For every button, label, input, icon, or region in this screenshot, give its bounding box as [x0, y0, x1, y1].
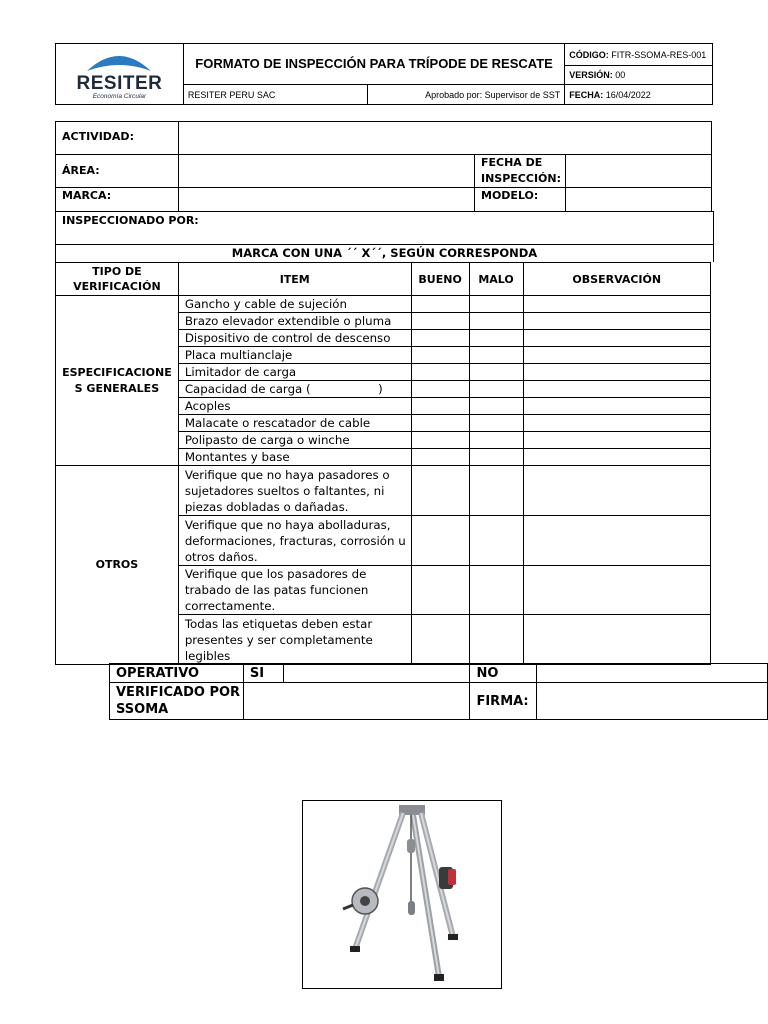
- item-label: Verifique que no haya abolladuras, deformaciones, fracturas, corrosión u otros daños.: [178, 516, 411, 566]
- item-label: Verifique que los pasadores de trabado de las patas funcionen correctamente.: [178, 566, 411, 615]
- inspected-by-label: INSPECCIONADO POR:: [62, 214, 199, 227]
- brand-field[interactable]: [179, 189, 474, 211]
- document-header: [55, 43, 713, 105]
- group-otros: OTROS: [56, 466, 179, 665]
- model-field[interactable]: [566, 189, 711, 211]
- date-cell: [565, 85, 713, 105]
- item-label: Placa multianclaje: [178, 347, 411, 364]
- logo-word: RESITER: [76, 73, 163, 94]
- inspection-date-field[interactable]: [566, 155, 711, 187]
- company-logo: [56, 44, 184, 105]
- malo-cell[interactable]: [469, 364, 523, 381]
- observacion-cell[interactable]: [523, 432, 711, 449]
- malo-cell[interactable]: [469, 381, 523, 398]
- observacion-cell[interactable]: [523, 313, 711, 330]
- logo-arc-icon: [79, 47, 159, 73]
- observacion-cell[interactable]: [523, 347, 711, 364]
- item-label: Todas las etiquetas deben estar presentes y ser completamente legibles: [178, 615, 411, 665]
- checklist-table: [55, 262, 711, 665]
- code-value: FITR-SSOMA-RES-001: [611, 49, 707, 60]
- no-label: NO: [470, 664, 537, 683]
- malo-cell[interactable]: [469, 566, 523, 615]
- table-row: [56, 466, 711, 516]
- document-title: FORMATO DE INSPECCIÓN PARA TRÍPODE DE RESCATE: [183, 44, 564, 85]
- item-label: Montantes y base: [178, 449, 411, 466]
- observacion-cell[interactable]: [523, 330, 711, 347]
- item-label: Acoples: [178, 398, 411, 415]
- area-field[interactable]: [179, 155, 474, 187]
- item-label: Verifique que no haya pasadores o sujetadores sueltos o faltantes, ni piezas dobladas o dañadas.: [178, 466, 411, 516]
- date-value: 16/04/2022: [605, 89, 651, 100]
- observacion-cell[interactable]: [523, 466, 711, 516]
- observacion-cell[interactable]: [523, 516, 711, 566]
- observacion-cell[interactable]: [523, 615, 711, 665]
- model-label: MODELO:: [481, 189, 539, 202]
- malo-cell[interactable]: [469, 296, 523, 313]
- observacion-cell[interactable]: [523, 381, 711, 398]
- date-label: FECHA:: [569, 89, 604, 100]
- item-label: Malacate o rescatador de cable: [178, 415, 411, 432]
- malo-cell[interactable]: [469, 516, 523, 566]
- bueno-cell[interactable]: [411, 364, 469, 381]
- malo-cell[interactable]: [469, 398, 523, 415]
- logo-tagline: Economía Circular: [92, 93, 147, 100]
- verificado-label: VERIFICADO POR SSOMA: [110, 683, 244, 720]
- item-label: Dispositivo de control de descenso: [178, 330, 411, 347]
- bueno-cell[interactable]: [411, 415, 469, 432]
- tripod-photo: [302, 800, 502, 989]
- code-cell: [565, 44, 713, 66]
- area-label: ÁREA:: [62, 164, 100, 177]
- col-item: ITEM: [178, 263, 411, 296]
- bueno-cell[interactable]: [411, 466, 469, 516]
- instruction-banner: MARCA CON UNA ´´ X´´, SEGÚN CORRESPONDA: [55, 245, 714, 262]
- column-headers: [56, 263, 711, 296]
- col-malo: MALO: [469, 263, 523, 296]
- observacion-cell[interactable]: [523, 566, 711, 615]
- col-observacion: OBSERVACIÓN: [523, 263, 711, 296]
- bueno-cell[interactable]: [411, 330, 469, 347]
- activity-label: ACTIVIDAD:: [62, 130, 134, 143]
- firma-field[interactable]: [537, 683, 768, 720]
- item-label: Brazo elevador extendible o pluma: [178, 313, 411, 330]
- malo-cell[interactable]: [469, 313, 523, 330]
- observacion-cell[interactable]: [523, 415, 711, 432]
- group-especificaciones: ESPECIFICACIONES GENERALES: [56, 296, 179, 466]
- version-value: 00: [615, 70, 626, 80]
- verificado-field[interactable]: [243, 683, 470, 720]
- malo-cell[interactable]: [469, 330, 523, 347]
- bueno-cell[interactable]: [411, 449, 469, 466]
- si-field[interactable]: [283, 664, 470, 683]
- observacion-cell[interactable]: [523, 449, 711, 466]
- col-tipo: TIPO DE VERIFICACIÓN: [56, 263, 179, 296]
- malo-cell[interactable]: [469, 347, 523, 364]
- brand-label: MARCA:: [62, 189, 112, 202]
- verification-table: [109, 663, 768, 720]
- company-name: RESITER PERU SAC: [183, 85, 367, 105]
- version-label: VERSIÓN:: [569, 70, 613, 80]
- malo-cell[interactable]: [469, 415, 523, 432]
- si-label: SI: [243, 664, 283, 683]
- bueno-cell[interactable]: [411, 313, 469, 330]
- bueno-cell[interactable]: [411, 296, 469, 313]
- bueno-cell[interactable]: [411, 516, 469, 566]
- observacion-cell[interactable]: [523, 296, 711, 313]
- activity-field[interactable]: [179, 122, 711, 154]
- tripod-image: [303, 801, 501, 988]
- bueno-cell[interactable]: [411, 381, 469, 398]
- malo-cell[interactable]: [469, 449, 523, 466]
- approved-by: Aprobado por: Supervisor de SST: [367, 85, 565, 105]
- malo-cell[interactable]: [469, 466, 523, 516]
- bueno-cell[interactable]: [411, 566, 469, 615]
- firma-label: FIRMA:: [470, 683, 537, 720]
- operativo-label: OPERATIVO: [110, 664, 244, 683]
- bueno-cell[interactable]: [411, 347, 469, 364]
- observacion-cell[interactable]: [523, 398, 711, 415]
- code-label: CÓDIGO:: [569, 49, 609, 60]
- table-row: [56, 296, 711, 313]
- bueno-cell[interactable]: [411, 398, 469, 415]
- malo-cell[interactable]: [469, 615, 523, 665]
- inspection-date-label: FECHA DE INSPECCIÓN:: [481, 156, 561, 185]
- item-label: Polipasto de carga o winche: [178, 432, 411, 449]
- item-label: Limitador de carga: [178, 364, 411, 381]
- version-cell: [565, 66, 713, 85]
- bueno-cell[interactable]: [411, 432, 469, 449]
- malo-cell[interactable]: [469, 432, 523, 449]
- item-label: Gancho y cable de sujeción: [178, 296, 411, 313]
- no-field[interactable]: [537, 664, 768, 683]
- observacion-cell[interactable]: [523, 364, 711, 381]
- bueno-cell[interactable]: [411, 615, 469, 665]
- item-label: Capacidad de carga ( ): [178, 381, 411, 398]
- col-bueno: BUENO: [411, 263, 469, 296]
